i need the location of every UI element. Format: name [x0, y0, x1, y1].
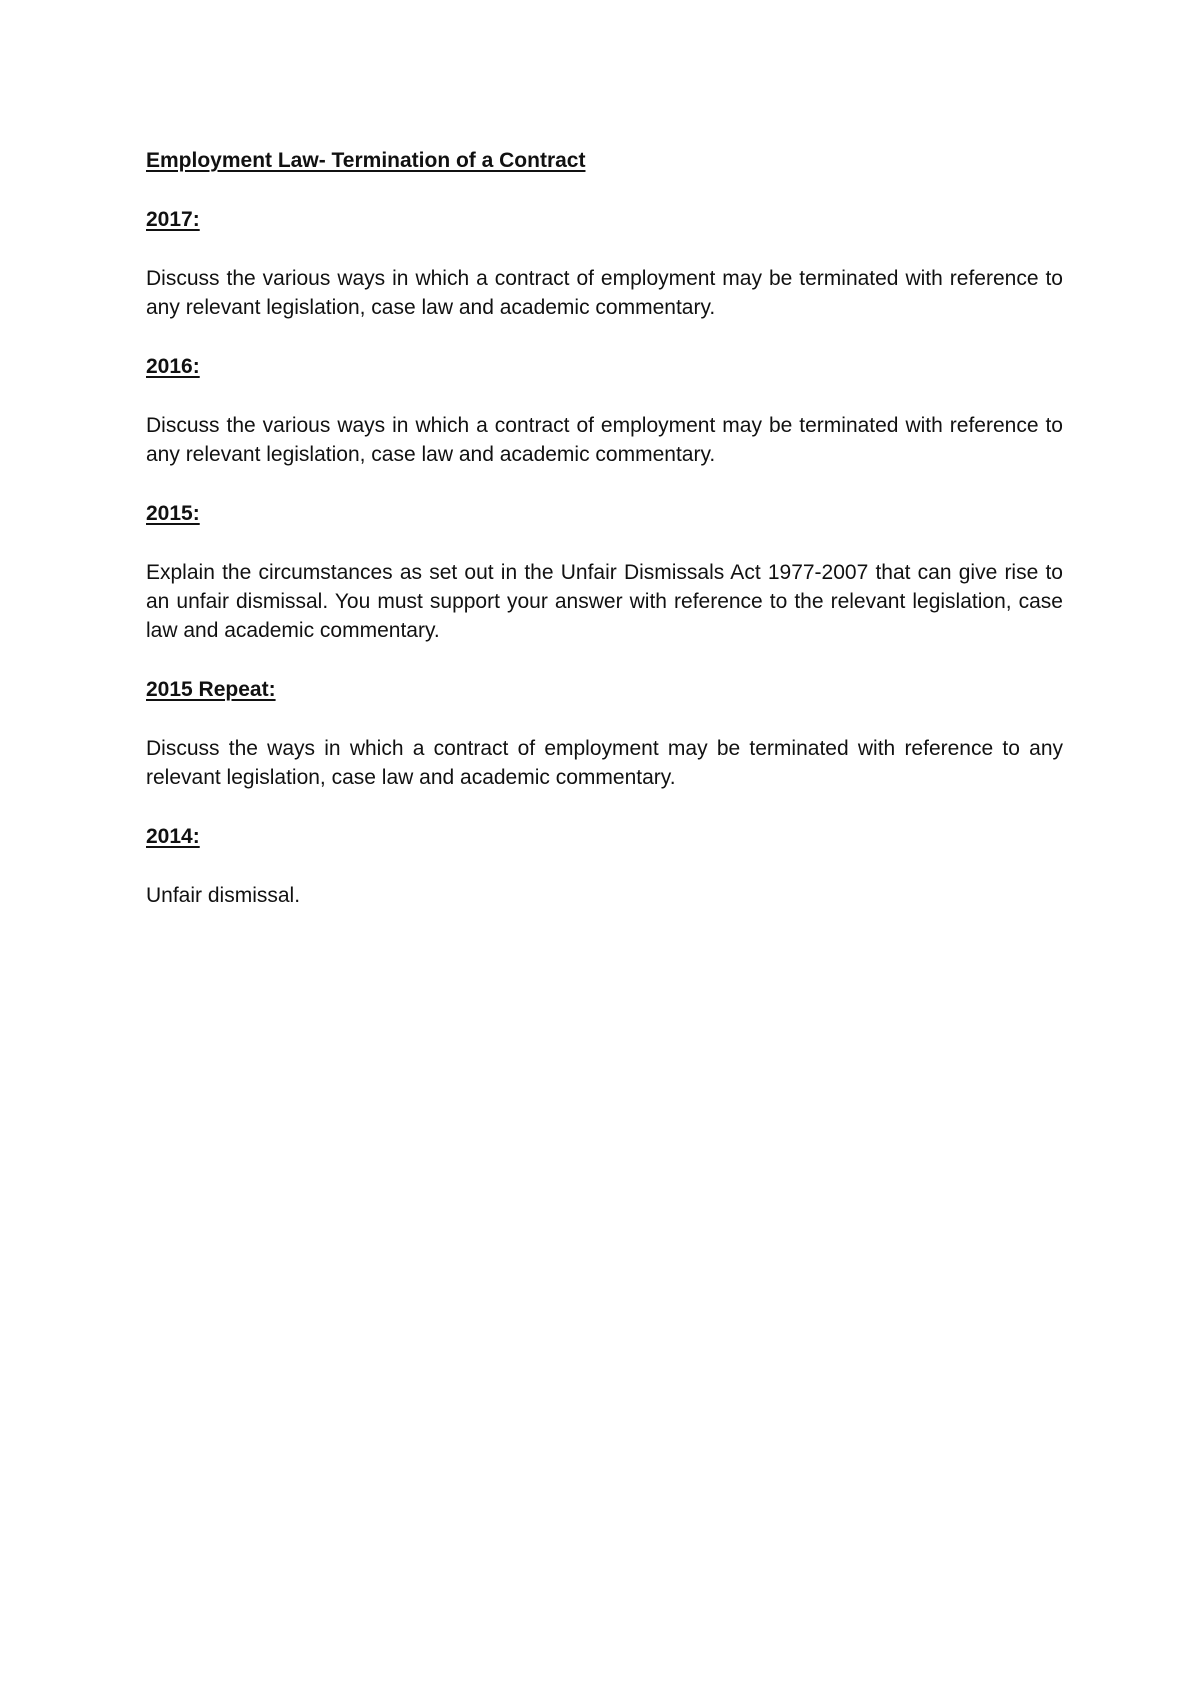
- exam-section-2015-repeat: [146, 675, 1063, 792]
- section-question: Discuss the various ways in which a contract of employment may be terminated with reference to any relevant legislation, case law and academic commentary.: [146, 267, 1063, 319]
- exam-section-2016: [146, 352, 1063, 469]
- section-heading: 2015:: [146, 502, 200, 525]
- section-heading: 2016:: [146, 355, 200, 378]
- document-title: Employment Law- Termination of a Contract: [146, 149, 586, 172]
- exam-section-2014: [146, 822, 1063, 910]
- section-heading: 2017:: [146, 208, 200, 231]
- section-question: Discuss the ways in which a contract of employment may be terminated with reference to any relevant legislation, case law and academic commentary.: [146, 737, 1063, 789]
- document-page: [146, 146, 1063, 940]
- exam-section-2015: [146, 499, 1063, 645]
- section-heading: 2014:: [146, 825, 200, 848]
- section-heading: 2015 Repeat:: [146, 678, 276, 701]
- exam-section-2017: [146, 205, 1063, 322]
- section-question: Discuss the various ways in which a contract of employment may be terminated with reference to any relevant legislation, case law and academic commentary.: [146, 414, 1063, 466]
- section-question: Unfair dismissal.: [146, 884, 301, 907]
- section-question: Explain the circumstances as set out in the Unfair Dismissals Act 1977-2007 that can give rise to an unfair dismissal. You must support your answer with reference to the relevant legislation, case law and academic commentary.: [146, 561, 1063, 642]
